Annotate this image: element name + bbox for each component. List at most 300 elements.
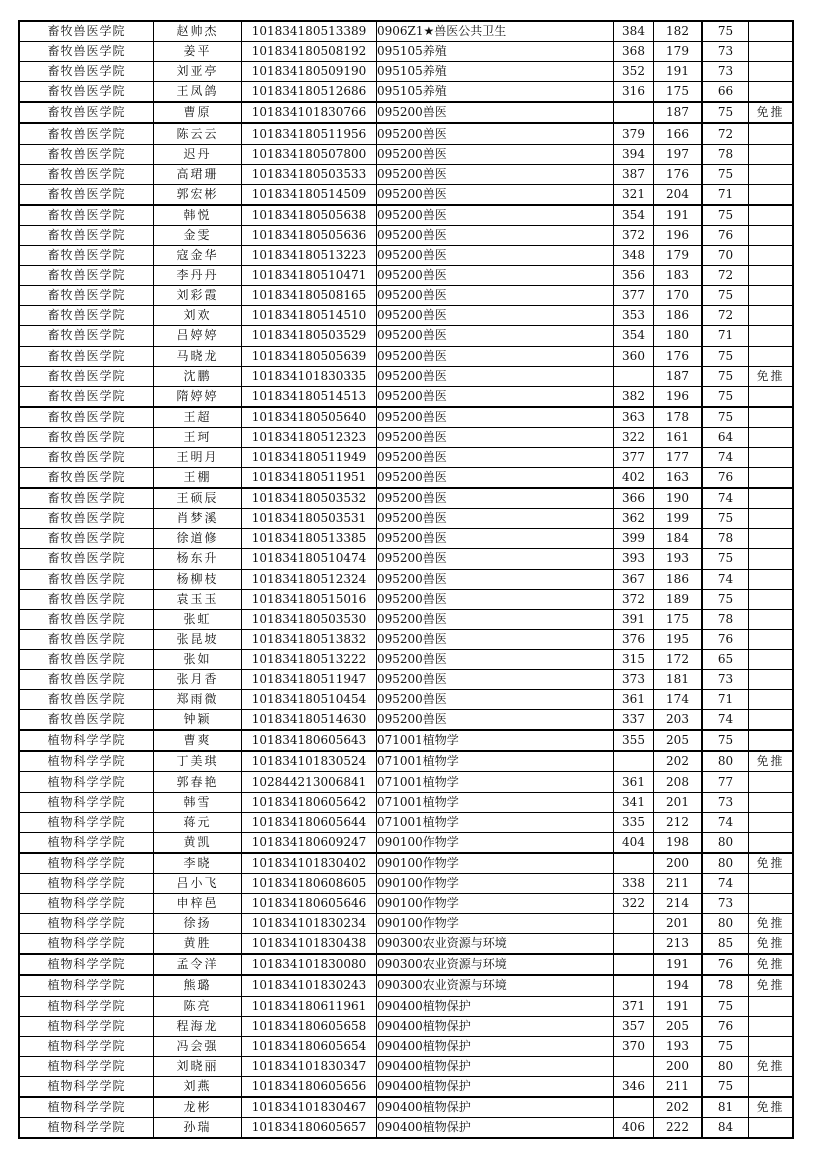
initial-score-cell: 394 <box>614 144 654 164</box>
retest-score-cell: 196 <box>654 225 703 245</box>
exam-id-cell: 101834180512324 <box>242 569 377 589</box>
retest-score-cell: 193 <box>654 549 703 569</box>
major-cell: 095200兽医 <box>377 407 614 428</box>
table-row <box>19 62 793 82</box>
retest-score-cell: 200 <box>654 853 703 874</box>
initial-score-cell: 367 <box>614 569 654 589</box>
retest-score-cell: 201 <box>654 914 703 934</box>
interview-score-cell: 80 <box>702 751 749 772</box>
table-row <box>19 205 793 226</box>
initial-score-cell: 377 <box>614 286 654 306</box>
initial-score-cell: 384 <box>614 21 654 42</box>
retest-score-cell: 202 <box>654 751 703 772</box>
exam-id-cell: 101834180512323 <box>242 427 377 447</box>
college-cell: 畜牧兽医学院 <box>19 710 154 731</box>
table-row <box>19 549 793 569</box>
note-cell <box>749 772 794 792</box>
interview-score-cell: 76 <box>702 468 749 489</box>
initial-score-cell: 391 <box>614 609 654 629</box>
student-name-cell: 曹原 <box>154 102 242 123</box>
initial-score-cell <box>614 975 654 996</box>
note-cell <box>749 589 794 609</box>
note-cell <box>749 730 794 751</box>
note-cell <box>749 427 794 447</box>
interview-score-cell: 75 <box>702 730 749 751</box>
note-cell: 免推 <box>749 1097 794 1118</box>
major-cell: 090400植物保护 <box>377 1118 614 1139</box>
table-row <box>19 569 793 589</box>
retest-score-cell: 161 <box>654 427 703 447</box>
college-cell: 植物科学学院 <box>19 1036 154 1056</box>
table-row <box>19 468 793 489</box>
note-cell: 免推 <box>749 914 794 934</box>
retest-score-cell: 191 <box>654 996 703 1016</box>
student-name-cell: 孙瑞 <box>154 1118 242 1139</box>
major-cell: 095200兽医 <box>377 366 614 386</box>
initial-score-cell: 341 <box>614 792 654 812</box>
exam-id-cell: 101834180503532 <box>242 488 377 509</box>
major-cell: 090100作物学 <box>377 853 614 874</box>
student-name-cell: 钟颖 <box>154 710 242 731</box>
retest-score-cell: 191 <box>654 954 703 975</box>
interview-score-cell: 76 <box>702 629 749 649</box>
college-cell: 畜牧兽医学院 <box>19 629 154 649</box>
retest-score-cell: 172 <box>654 649 703 669</box>
initial-score-cell: 356 <box>614 266 654 286</box>
major-cell: 090400植物保护 <box>377 1016 614 1036</box>
student-name-cell: 张昆坡 <box>154 629 242 649</box>
initial-score-cell <box>614 751 654 772</box>
table-row <box>19 710 793 731</box>
initial-score-cell: 393 <box>614 549 654 569</box>
table-row <box>19 751 793 772</box>
college-cell: 畜牧兽医学院 <box>19 326 154 346</box>
table-row <box>19 346 793 366</box>
note-cell <box>749 670 794 690</box>
exam-id-cell: 102844213006841 <box>242 772 377 792</box>
exam-id-cell: 101834180513389 <box>242 21 377 42</box>
exam-id-cell: 101834180511951 <box>242 468 377 489</box>
note-cell: 免推 <box>749 853 794 874</box>
exam-id-cell: 101834180513222 <box>242 649 377 669</box>
student-name-cell: 曹爽 <box>154 730 242 751</box>
exam-id-cell: 101834180505638 <box>242 205 377 226</box>
retest-score-cell: 178 <box>654 407 703 428</box>
note-cell <box>749 488 794 509</box>
retest-score-cell: 202 <box>654 1097 703 1118</box>
major-cell: 095200兽医 <box>377 468 614 489</box>
note-cell: 免推 <box>749 751 794 772</box>
interview-score-cell: 73 <box>702 670 749 690</box>
student-name-cell: 赵帅杰 <box>154 21 242 42</box>
major-cell: 095200兽医 <box>377 184 614 205</box>
college-cell: 畜牧兽医学院 <box>19 386 154 407</box>
college-cell: 畜牧兽医学院 <box>19 346 154 366</box>
college-cell: 畜牧兽医学院 <box>19 427 154 447</box>
exam-id-cell: 101834180514513 <box>242 386 377 407</box>
major-cell: 095200兽医 <box>377 509 614 529</box>
college-cell: 畜牧兽医学院 <box>19 649 154 669</box>
exam-id-cell: 101834180511947 <box>242 670 377 690</box>
exam-id-cell: 101834180608605 <box>242 873 377 893</box>
major-cell: 095200兽医 <box>377 690 614 710</box>
college-cell: 畜牧兽医学院 <box>19 407 154 428</box>
table-row <box>19 853 793 874</box>
note-cell <box>749 832 794 853</box>
interview-score-cell: 75 <box>702 589 749 609</box>
exam-id-cell: 101834180611961 <box>242 996 377 1016</box>
exam-id-cell: 101834101830438 <box>242 934 377 955</box>
student-name-cell: 杨柳枝 <box>154 569 242 589</box>
table-row <box>19 366 793 386</box>
retest-score-cell: 208 <box>654 772 703 792</box>
interview-score-cell: 66 <box>702 82 749 103</box>
college-cell: 植物科学学院 <box>19 873 154 893</box>
note-cell <box>749 42 794 62</box>
major-cell: 090300农业资源与环境 <box>377 954 614 975</box>
initial-score-cell: 372 <box>614 225 654 245</box>
college-cell: 畜牧兽医学院 <box>19 569 154 589</box>
interview-score-cell: 77 <box>702 772 749 792</box>
table-row <box>19 629 793 649</box>
student-name-cell: 王超 <box>154 407 242 428</box>
note-cell <box>749 812 794 832</box>
initial-score-cell: 337 <box>614 710 654 731</box>
student-name-cell: 冯会强 <box>154 1036 242 1056</box>
note-cell <box>749 246 794 266</box>
student-name-cell: 徐扬 <box>154 914 242 934</box>
initial-score-cell <box>614 1056 654 1076</box>
retest-score-cell: 200 <box>654 1056 703 1076</box>
initial-score-cell: 354 <box>614 205 654 226</box>
interview-score-cell: 70 <box>702 246 749 266</box>
note-cell <box>749 792 794 812</box>
student-name-cell: 马晓龙 <box>154 346 242 366</box>
major-cell: 0906Z1★兽医公共卫生 <box>377 21 614 42</box>
retest-score-cell: 181 <box>654 670 703 690</box>
initial-score-cell: 361 <box>614 772 654 792</box>
exam-id-cell: 101834180508192 <box>242 42 377 62</box>
initial-score-cell: 354 <box>614 326 654 346</box>
table-row <box>19 184 793 205</box>
table-row <box>19 954 793 975</box>
college-cell: 畜牧兽医学院 <box>19 62 154 82</box>
college-cell: 畜牧兽医学院 <box>19 266 154 286</box>
retest-score-cell: 212 <box>654 812 703 832</box>
retest-score-cell: 182 <box>654 21 703 42</box>
interview-score-cell: 75 <box>702 21 749 42</box>
admission-score-table <box>18 20 794 1139</box>
note-cell <box>749 21 794 42</box>
note-cell <box>749 1036 794 1056</box>
college-cell: 畜牧兽医学院 <box>19 42 154 62</box>
student-name-cell: 熊璐 <box>154 975 242 996</box>
exam-id-cell: 101834180505640 <box>242 407 377 428</box>
interview-score-cell: 85 <box>702 934 749 955</box>
exam-id-cell: 101834180511956 <box>242 123 377 144</box>
college-cell: 畜牧兽医学院 <box>19 225 154 245</box>
interview-score-cell: 80 <box>702 914 749 934</box>
table-row <box>19 447 793 467</box>
exam-id-cell: 101834180513832 <box>242 629 377 649</box>
exam-id-cell: 101834180605642 <box>242 792 377 812</box>
retest-score-cell: 205 <box>654 730 703 751</box>
exam-id-cell: 101834180505636 <box>242 225 377 245</box>
initial-score-cell: 322 <box>614 894 654 914</box>
student-name-cell: 张如 <box>154 649 242 669</box>
college-cell: 畜牧兽医学院 <box>19 447 154 467</box>
major-cell: 090300农业资源与环境 <box>377 934 614 955</box>
interview-score-cell: 74 <box>702 873 749 893</box>
initial-score-cell: 316 <box>614 82 654 103</box>
table-row <box>19 730 793 751</box>
interview-score-cell: 75 <box>702 102 749 123</box>
student-name-cell: 丁美琪 <box>154 751 242 772</box>
student-name-cell: 高珺珊 <box>154 164 242 184</box>
exam-id-cell: 101834180605657 <box>242 1118 377 1139</box>
exam-id-cell: 101834180514509 <box>242 184 377 205</box>
note-cell <box>749 690 794 710</box>
major-cell: 095200兽医 <box>377 549 614 569</box>
student-name-cell: 王凤鸽 <box>154 82 242 103</box>
note-cell <box>749 386 794 407</box>
table-row <box>19 306 793 326</box>
initial-score-cell: 362 <box>614 509 654 529</box>
interview-score-cell: 73 <box>702 42 749 62</box>
college-cell: 畜牧兽医学院 <box>19 549 154 569</box>
retest-score-cell: 222 <box>654 1118 703 1139</box>
exam-id-cell: 101834180609247 <box>242 832 377 853</box>
interview-score-cell: 75 <box>702 386 749 407</box>
student-name-cell: 郭春艳 <box>154 772 242 792</box>
retest-score-cell: 211 <box>654 873 703 893</box>
note-cell: 免推 <box>749 975 794 996</box>
college-cell: 植物科学学院 <box>19 975 154 996</box>
initial-score-cell <box>614 366 654 386</box>
student-name-cell: 袁玉玉 <box>154 589 242 609</box>
interview-score-cell: 75 <box>702 366 749 386</box>
initial-score-cell: 363 <box>614 407 654 428</box>
student-name-cell: 肖梦溪 <box>154 509 242 529</box>
exam-id-cell: 101834180507800 <box>242 144 377 164</box>
interview-score-cell: 75 <box>702 996 749 1016</box>
college-cell: 植物科学学院 <box>19 1097 154 1118</box>
initial-score-cell: 402 <box>614 468 654 489</box>
student-name-cell: 李晓 <box>154 853 242 874</box>
exam-id-cell: 101834101830335 <box>242 366 377 386</box>
retest-score-cell: 195 <box>654 629 703 649</box>
interview-score-cell: 81 <box>702 1097 749 1118</box>
college-cell: 植物科学学院 <box>19 792 154 812</box>
table-row <box>19 589 793 609</box>
retest-score-cell: 191 <box>654 62 703 82</box>
major-cell: 095200兽医 <box>377 205 614 226</box>
retest-score-cell: 175 <box>654 609 703 629</box>
table-row <box>19 407 793 428</box>
note-cell <box>749 509 794 529</box>
retest-score-cell: 177 <box>654 447 703 467</box>
interview-score-cell: 80 <box>702 832 749 853</box>
college-cell: 畜牧兽医学院 <box>19 529 154 549</box>
student-name-cell: 迟丹 <box>154 144 242 164</box>
note-cell <box>749 286 794 306</box>
exam-id-cell: 101834180605654 <box>242 1036 377 1056</box>
major-cell: 095200兽医 <box>377 427 614 447</box>
retest-score-cell: 205 <box>654 1016 703 1036</box>
student-name-cell: 郑雨微 <box>154 690 242 710</box>
initial-score-cell: 377 <box>614 447 654 467</box>
table-row <box>19 164 793 184</box>
table-row <box>19 914 793 934</box>
college-cell: 植物科学学院 <box>19 730 154 751</box>
retest-score-cell: 187 <box>654 366 703 386</box>
retest-score-cell: 187 <box>654 102 703 123</box>
exam-id-cell: 101834101830402 <box>242 853 377 874</box>
college-cell: 植物科学学院 <box>19 1016 154 1036</box>
major-cell: 095200兽医 <box>377 225 614 245</box>
table-row <box>19 873 793 893</box>
note-cell <box>749 346 794 366</box>
student-name-cell: 吕小飞 <box>154 873 242 893</box>
student-name-cell: 刘晓丽 <box>154 1056 242 1076</box>
initial-score-cell: 373 <box>614 670 654 690</box>
major-cell: 095200兽医 <box>377 649 614 669</box>
major-cell: 095200兽医 <box>377 346 614 366</box>
note-cell <box>749 82 794 103</box>
initial-score-cell: 404 <box>614 832 654 853</box>
interview-score-cell: 75 <box>702 549 749 569</box>
major-cell: 095200兽医 <box>377 286 614 306</box>
major-cell: 095200兽医 <box>377 144 614 164</box>
interview-score-cell: 71 <box>702 690 749 710</box>
initial-score-cell <box>614 934 654 955</box>
note-cell <box>749 164 794 184</box>
note-cell <box>749 468 794 489</box>
initial-score-cell <box>614 1097 654 1118</box>
initial-score-cell: 348 <box>614 246 654 266</box>
college-cell: 植物科学学院 <box>19 832 154 853</box>
initial-score-cell: 360 <box>614 346 654 366</box>
table-row <box>19 1016 793 1036</box>
table-row <box>19 102 793 123</box>
college-cell: 畜牧兽医学院 <box>19 102 154 123</box>
college-cell: 畜牧兽医学院 <box>19 488 154 509</box>
table-row <box>19 812 793 832</box>
student-name-cell: 陈亮 <box>154 996 242 1016</box>
exam-id-cell: 101834101830347 <box>242 1056 377 1076</box>
major-cell: 095200兽医 <box>377 386 614 407</box>
college-cell: 畜牧兽医学院 <box>19 82 154 103</box>
interview-score-cell: 78 <box>702 144 749 164</box>
college-cell: 畜牧兽医学院 <box>19 589 154 609</box>
note-cell <box>749 529 794 549</box>
exam-id-cell: 101834180513223 <box>242 246 377 266</box>
student-name-cell: 杨东升 <box>154 549 242 569</box>
note-cell <box>749 144 794 164</box>
student-name-cell: 金雯 <box>154 225 242 245</box>
interview-score-cell: 76 <box>702 225 749 245</box>
student-name-cell: 王珂 <box>154 427 242 447</box>
student-name-cell: 陈云云 <box>154 123 242 144</box>
table-row <box>19 996 793 1016</box>
college-cell: 畜牧兽医学院 <box>19 306 154 326</box>
table-row <box>19 144 793 164</box>
college-cell: 畜牧兽医学院 <box>19 21 154 42</box>
table-row <box>19 609 793 629</box>
table-row <box>19 792 793 812</box>
major-cell: 095200兽医 <box>377 246 614 266</box>
initial-score-cell: 346 <box>614 1076 654 1097</box>
college-cell: 畜牧兽医学院 <box>19 366 154 386</box>
table-row <box>19 386 793 407</box>
interview-score-cell: 76 <box>702 1016 749 1036</box>
student-name-cell: 蒋元 <box>154 812 242 832</box>
retest-score-cell: 203 <box>654 710 703 731</box>
major-cell: 090300农业资源与环境 <box>377 975 614 996</box>
major-cell: 090400植物保护 <box>377 1036 614 1056</box>
student-name-cell: 韩雪 <box>154 792 242 812</box>
initial-score-cell: 357 <box>614 1016 654 1036</box>
retest-score-cell: 176 <box>654 346 703 366</box>
interview-score-cell: 73 <box>702 792 749 812</box>
note-cell: 免推 <box>749 102 794 123</box>
retest-score-cell: 201 <box>654 792 703 812</box>
table-row <box>19 975 793 996</box>
initial-score-cell <box>614 102 654 123</box>
interview-score-cell: 72 <box>702 306 749 326</box>
exam-id-cell: 101834180508165 <box>242 286 377 306</box>
table-row <box>19 670 793 690</box>
major-cell: 095200兽医 <box>377 326 614 346</box>
major-cell: 090400植物保护 <box>377 996 614 1016</box>
major-cell: 095105养殖 <box>377 82 614 103</box>
major-cell: 071001植物学 <box>377 792 614 812</box>
interview-score-cell: 78 <box>702 609 749 629</box>
interview-score-cell: 75 <box>702 509 749 529</box>
major-cell: 095200兽医 <box>377 629 614 649</box>
interview-score-cell: 80 <box>702 1056 749 1076</box>
college-cell: 植物科学学院 <box>19 934 154 955</box>
note-cell: 免推 <box>749 1056 794 1076</box>
retest-score-cell: 174 <box>654 690 703 710</box>
note-cell <box>749 306 794 326</box>
table-row <box>19 82 793 103</box>
table-row <box>19 1118 793 1139</box>
major-cell: 095200兽医 <box>377 529 614 549</box>
major-cell: 090100作物学 <box>377 873 614 893</box>
note-cell <box>749 629 794 649</box>
exam-id-cell: 101834180503533 <box>242 164 377 184</box>
retest-score-cell: 186 <box>654 306 703 326</box>
exam-id-cell: 101834101830467 <box>242 1097 377 1118</box>
interview-score-cell: 65 <box>702 649 749 669</box>
initial-score-cell: 335 <box>614 812 654 832</box>
student-name-cell: 郭宏彬 <box>154 184 242 205</box>
college-cell: 植物科学学院 <box>19 853 154 874</box>
retest-score-cell: 198 <box>654 832 703 853</box>
college-cell: 植物科学学院 <box>19 751 154 772</box>
college-cell: 畜牧兽医学院 <box>19 670 154 690</box>
exam-id-cell: 101834180605658 <box>242 1016 377 1036</box>
interview-score-cell: 73 <box>702 62 749 82</box>
exam-id-cell: 101834180605646 <box>242 894 377 914</box>
initial-score-cell: 338 <box>614 873 654 893</box>
initial-score-cell: 370 <box>614 1036 654 1056</box>
student-name-cell: 寇金华 <box>154 246 242 266</box>
student-name-cell: 张虹 <box>154 609 242 629</box>
table-row <box>19 42 793 62</box>
note-cell <box>749 266 794 286</box>
